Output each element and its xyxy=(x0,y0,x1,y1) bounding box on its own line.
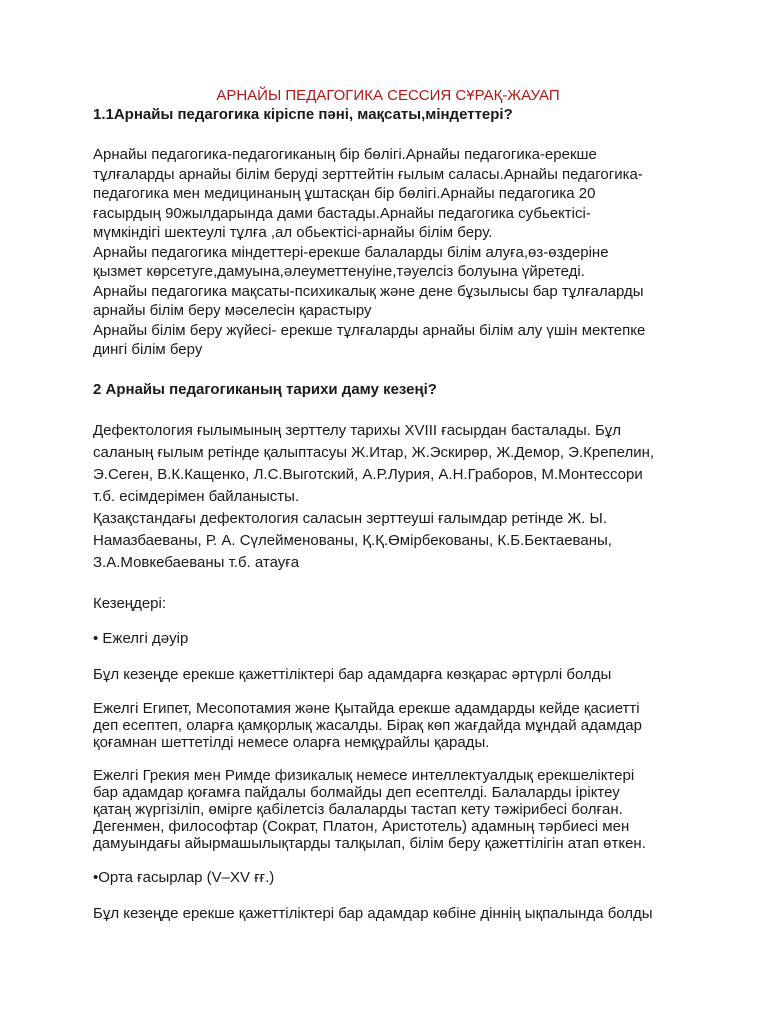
question-1: 1.1Арнайы педагогика кіріспе пәні, мақсаты,міндеттері? xyxy=(93,106,513,123)
section-1-answer xyxy=(93,145,683,360)
paragraph-egypt xyxy=(93,700,683,751)
s2-line: Дефектология ғылымының зерттелу тарихы XVIII ғасырдан басталады. Бұл xyxy=(93,421,622,439)
s1-line: педагогика мен медицинаның ұштасқан бір бөлігі.Арнайы педагогика 20 xyxy=(93,185,596,202)
bullet-ancient: • Ежелгі дәуір xyxy=(93,630,189,647)
egypt-line: қоғамнан шеттетілді немесе оларға немқұрайлы қарады. xyxy=(93,734,490,751)
s2-line: З.А.Мовкебаеваны т.б. атауға xyxy=(93,553,300,571)
s1-line: Арнайы педагогика міндеттері-ерекше балаларды білім алуға,өз-өздеріне xyxy=(93,243,609,261)
s2-line: Қазақстандағы дефектология саласын зерттеуші ғалымдар ретінде Ж. Ы. xyxy=(93,509,608,527)
egypt-line: Ежелгі Египет, Месопотамия және Қытайда ерекше адамдарды кейде қасиетті xyxy=(93,700,640,717)
s1-line: мүмкіндігі шектеулі тұлға ,ал обьектісі-арнайы білім беру. xyxy=(93,224,493,241)
periods-label: Кезеңдері: xyxy=(93,594,167,612)
greece-line: қатаң жүргізіліп, өмірге қабілетсіз балаларды тастап кету тәжірибесі болған. xyxy=(93,801,623,818)
greece-line: дамуындағы айырмашылықтарды талқылап, білім беру қажеттілігін атап өткен. xyxy=(93,835,646,852)
document-content xyxy=(93,87,683,923)
s1-line: Арнайы білім беру жүйесі- ерекше тұлғаларды арнайы білім алу үшін мектепке xyxy=(93,321,646,339)
s2-line: саланың ғылым ретінде қалыптасуы Ж.Итар, Ж.Эскирөр, Ж.Демор, Э.Крепелин, xyxy=(93,443,655,461)
greece-line: Ежелгі Грекия мен Римде физикалық немесе интеллектуалдық ерекшеліктері xyxy=(93,767,635,784)
s1-line: дингі білім беру xyxy=(93,341,203,358)
section-2-answer xyxy=(93,420,683,574)
greece-line: бар адамдар қоғамға пайдалы болмайды деп есептелді. Балаларды іріктеу xyxy=(93,784,620,801)
greece-line: Дегенмен, философтар (Сократ, Платон, Аристотель) адамның тәрбиесі мен xyxy=(93,818,630,835)
bullet-middle-ages: •Орта ғасырлар (V–XV ғғ.) xyxy=(93,869,275,886)
s1-line: арнайы білім беру мәселесін қарастыру xyxy=(93,302,372,319)
s1-line: Арнайы педагогика-педагогиканың бір бөлігі.Арнайы педагогика-ерекше xyxy=(93,146,597,163)
ancient-summary: Бұл кезеңде ерекше қажеттіліктері бар адамдарға көзқарас әртүрлі болды xyxy=(93,665,612,683)
s1-line: ғасырдың 90жылдарында дами бастады.Арнайы педагогика субьектісі- xyxy=(93,204,591,222)
paragraph-greece xyxy=(93,767,683,852)
s1-line: қызмет көрсетуге,дамуына,әлеуметтенуіне,тәуелсіз болуына үйретеді. xyxy=(93,263,585,280)
s2-line: т.б. есімдерімен байланысты. xyxy=(93,487,300,505)
s1-line: тұлғаларды арнайы білім беруді зерттейтін ғылым саласы.Арнайы педагогика- xyxy=(93,165,643,183)
middle-ages-summary: Бұл кезеңде ерекше қажеттіліктері бар адамдар көбіне діннің ықпалында болды xyxy=(93,904,653,922)
egypt-line: деп есептеп, оларға қамқорлық жасалды. Бірақ көп жағдайда мұндай адамдар xyxy=(93,717,642,734)
s2-line: Э.Сеген, В.К.Кащенко, Л.С.Выготский, А.Р.Лурия, А.Н.Граборов, М.Монтессори xyxy=(93,465,643,483)
document-title: АРНАЙЫ ПЕДАГОГИКА СЕССИЯ СҰРАҚ-ЖАУАП xyxy=(216,87,560,104)
s2-line: Намазбаеваны, Р. А. Сүлейменованы, Қ.Қ.Өмірбековaны, К.Б.Бектаеваны, xyxy=(93,531,612,549)
question-2: 2 Арнайы педагогиканың тарихи даму кезеңі? xyxy=(93,380,437,398)
s1-line: Арнайы педагогика мақсаты-психикалық және дене бұзылысы бар тұлғаларды xyxy=(93,282,644,300)
